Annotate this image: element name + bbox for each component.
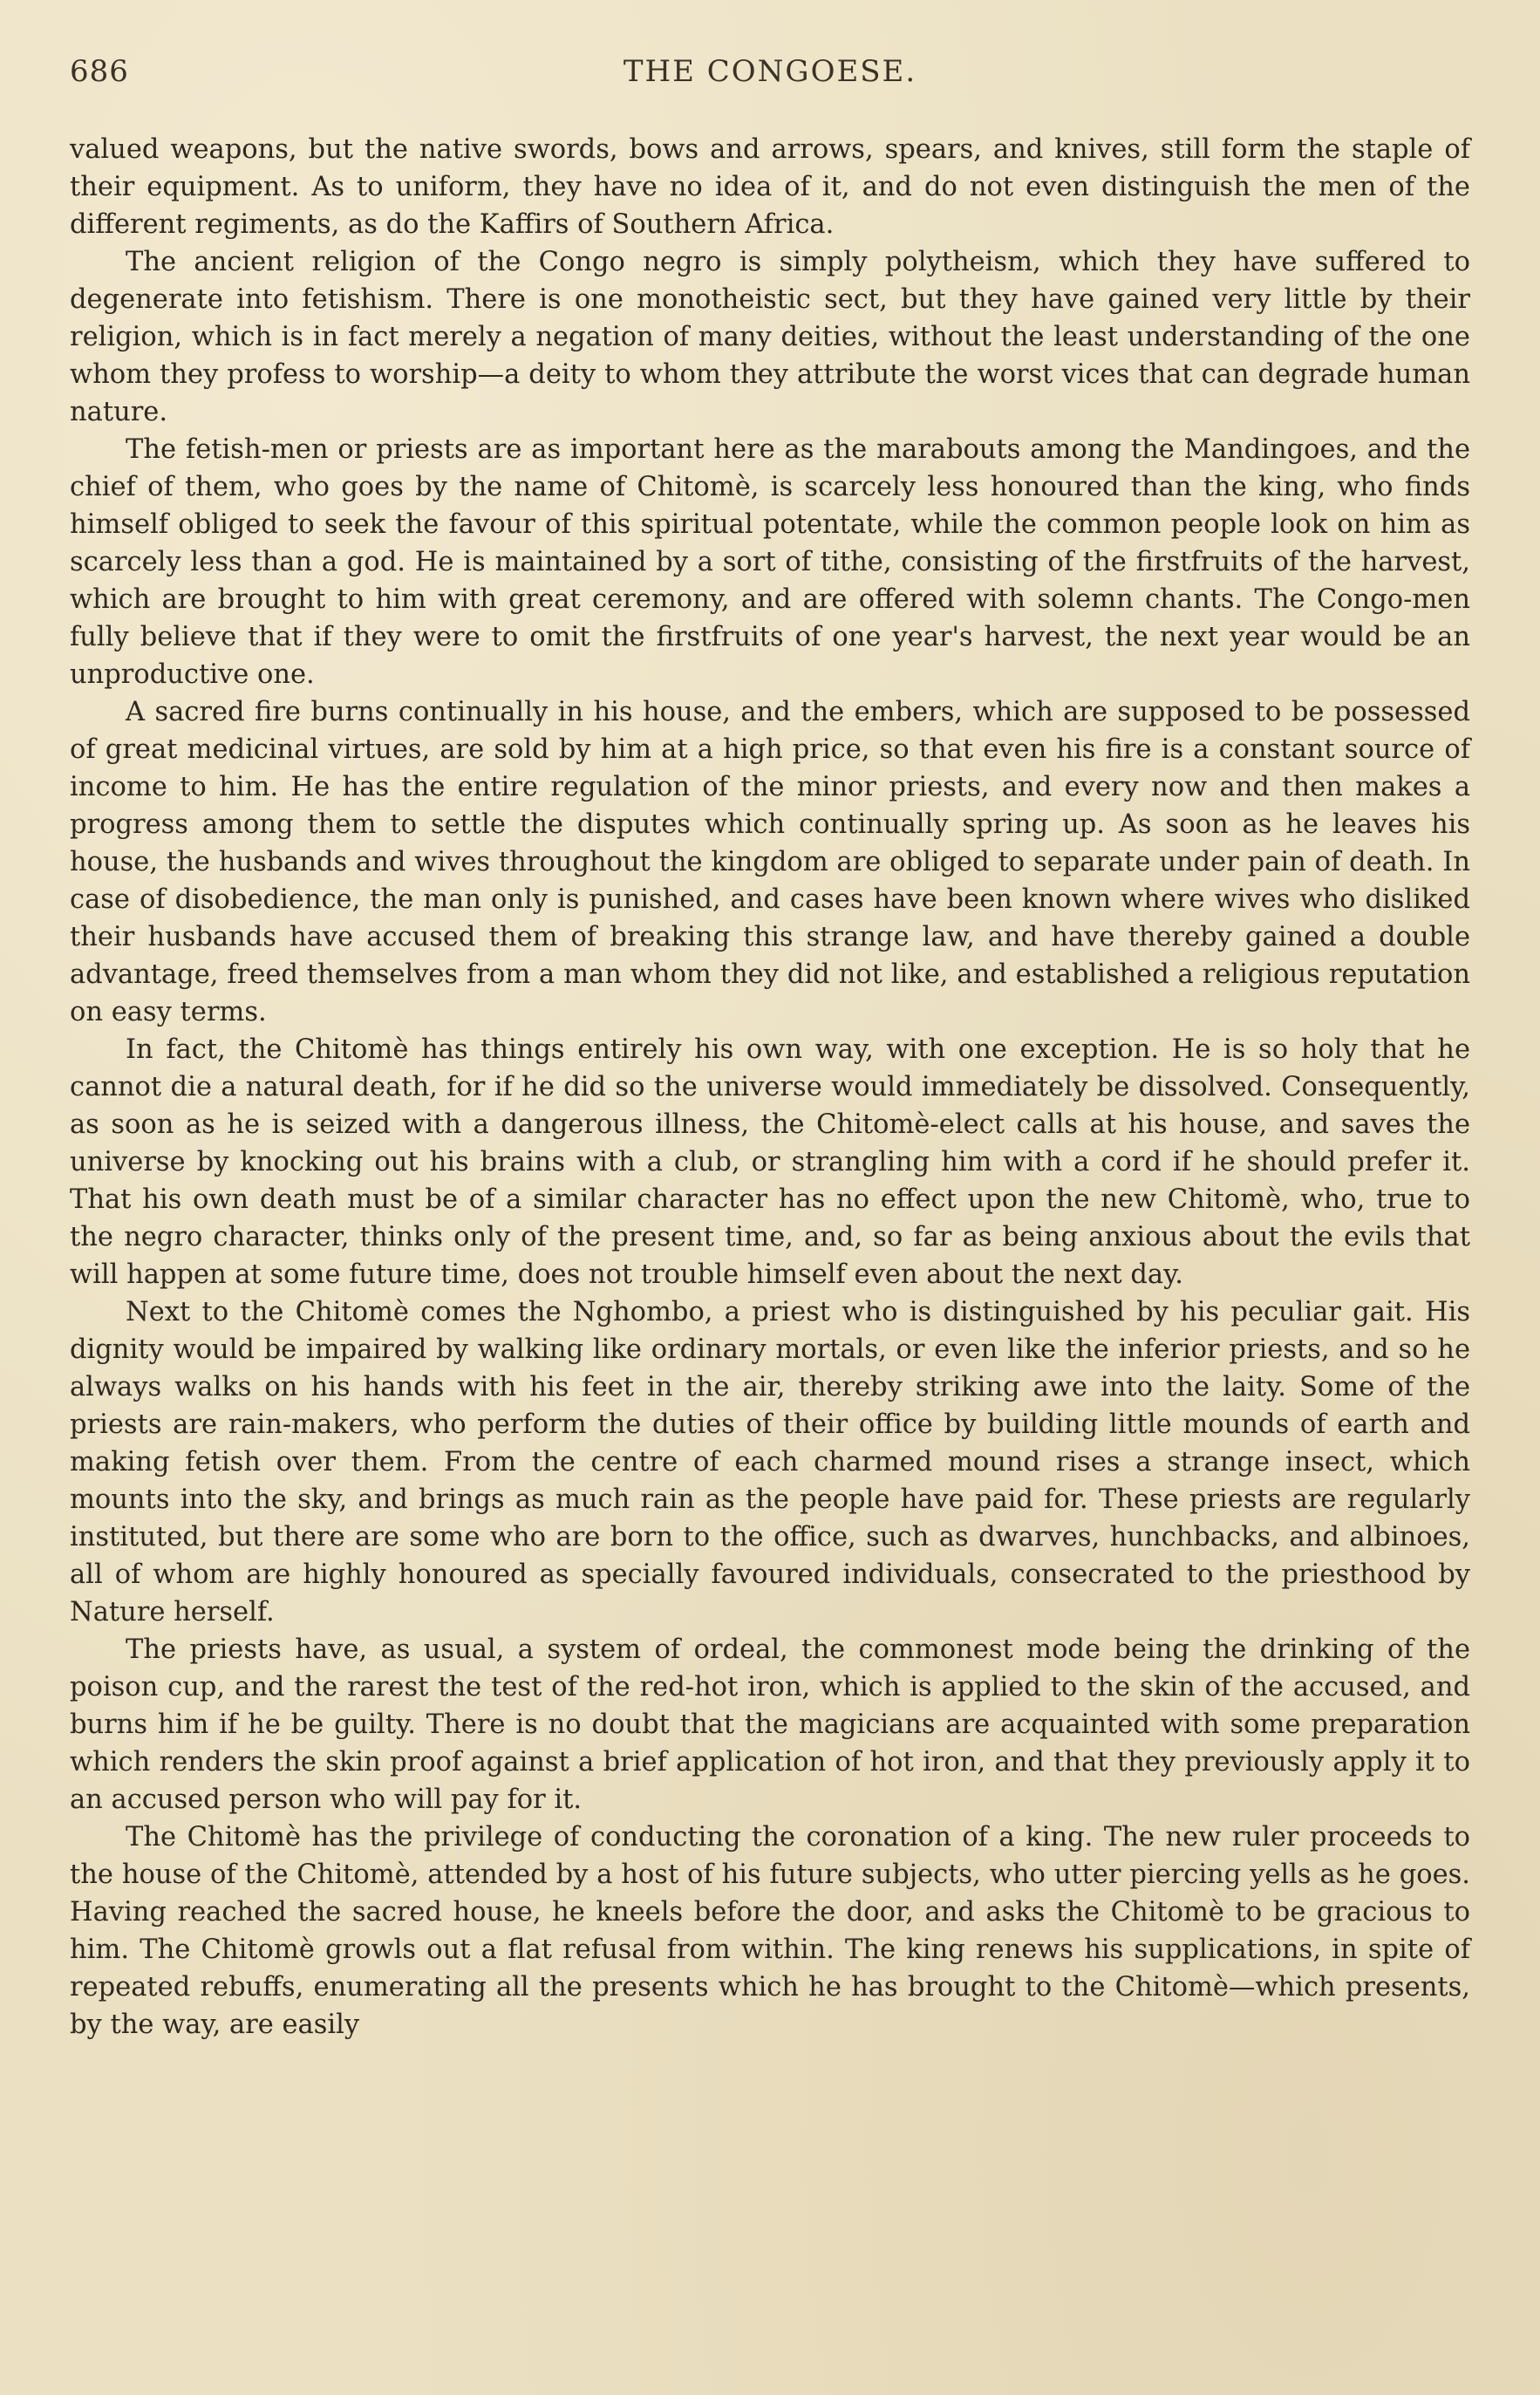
paragraph-sacred-fire: A sacred fire burns continually in his house, and the embers, which are supposed to be possessed of great medicinal virtues, are sold by him at a high price, so that even his fire is a constant source of income to him. He has the entire regulation of the minor priests, and every now and then makes a progress among them to settle the disputes which continually spring up. As soon as he leaves his house, the husbands and wives throughout the kingdom are obliged to separate under pain of death. In case of disobedience, the man only is punished, and cases have been known where wives who disliked their husbands have accused them of breaking this strange law, and have thereby gained a double advantage, freed themselves from a man whom they did not like, and established a religious reputation on easy terms.	[70, 697, 1470, 1027]
paragraph-religion: The ancient religion of the Congo negro is simply polytheism, which they have suffered to degenerate into fetishism. There is one monotheistic sect, but they have gained very little by their religion, which is in fact merely a negation of many deities, without the least understanding of the one whom they profess to worship—a deity to whom they attribute the worst vices that can degrade human nature.	[70, 247, 1470, 427]
page-number: 686	[70, 54, 129, 89]
paragraph-ordeal: The priests have, as usual, a system of ordeal, the commonest mode being the drinking of the poison cup, and the rarest the test of the red-hot iron, which is applied to the skin of the accused, and burns him if he be guilty. There is no doubt that the magicians are acquainted with some preparation which renders the skin proof against a brief application of hot iron, and that they previously apply it to an accused person who will pay for it.	[70, 1634, 1470, 1815]
paragraph-coronation: The Chitomè has the privilege of conducting the coronation of a king. The new ruler proceeds to the house of the Chitomè, attended by a host of his future subjects, who utter piercing yells as he goes. Having reached the sacred house, he kneels before the door, and asks the Chitomè to be gracious to him. The Chitomè growls out a flat refusal from within. The king renews his supplications, in spite of repeated rebuffs, enumerating all the presents which he has brought to the Chitomè—which presents, by the way, are easily	[70, 1822, 1470, 2040]
running-title: THE CONGOESE.	[623, 54, 917, 89]
paragraph-chitome-death: In fact, the Chitomè has things entirely his own way, with one exception. He is so holy that he cannot die a natural death, for if he did so the universe would immediately be dissolved. Consequently, as soon as he is seized with a dangerous illness, the Chitomè-elect calls at his house, and saves the universe by knocking out his brains with a club, or strangling him with a cord if he should prefer it. That his own death must be of a similar character has no effect upon the new Chitomè, who, true to the negro character, thinks only of the present time, and, so far as being anxious about the evils that will happen at some future time, does not trouble himself even about the next day.	[70, 1034, 1470, 1290]
paragraph-weapons: valued weapons, but the native swords, bows and arrows, spears, and knives, still form the staple of their equipment. As to uniform, they have no idea of it, and do not even distinguish the men of the different regiments, as do the Kaffirs of Southern Africa.	[70, 134, 1470, 240]
page-header	[70, 54, 1470, 99]
paragraph-nghombo: Next to the Chitomè comes the Nghombo, a priest who is distinguished by his peculiar gait. His dignity would be impaired by walking like ordinary mortals, or even like the inferior priests, and so he always walks on his hands with his feet in the air, thereby striking awe into the laity. Some of the priests are rain-makers, who perform the duties of their office by building little mounds of earth and making fetish over them. From the centre of each charmed mound rises a strange insect, which mounts into the sky, and brings as much rain as the people have paid for. These priests are regularly instituted, but there are some who are born to the office, such as dwarves, hunchbacks, and albinoes, all of whom are highly honoured as specially favoured individuals, consecrated to the priesthood by Nature herself.	[70, 1297, 1470, 1627]
body-text	[70, 131, 1470, 2044]
paragraph-fetish-men: The fetish-men or priests are as important here as the marabouts among the Mandingoes, and the chief of them, who goes by the name of Chitomè, is scarcely less honoured than the king, who finds himself obliged to seek the favour of this spiritual potentate, while the common people look on him as scarcely less than a god. He is maintained by a sort of tithe, consisting of the firstfruits of the harvest, which are brought to him with great ceremony, and are offered with solemn chants. The Congo-men fully believe that if they were to omit the firstfruits of one year's harvest, the next year would be an unproductive one.	[70, 434, 1470, 690]
